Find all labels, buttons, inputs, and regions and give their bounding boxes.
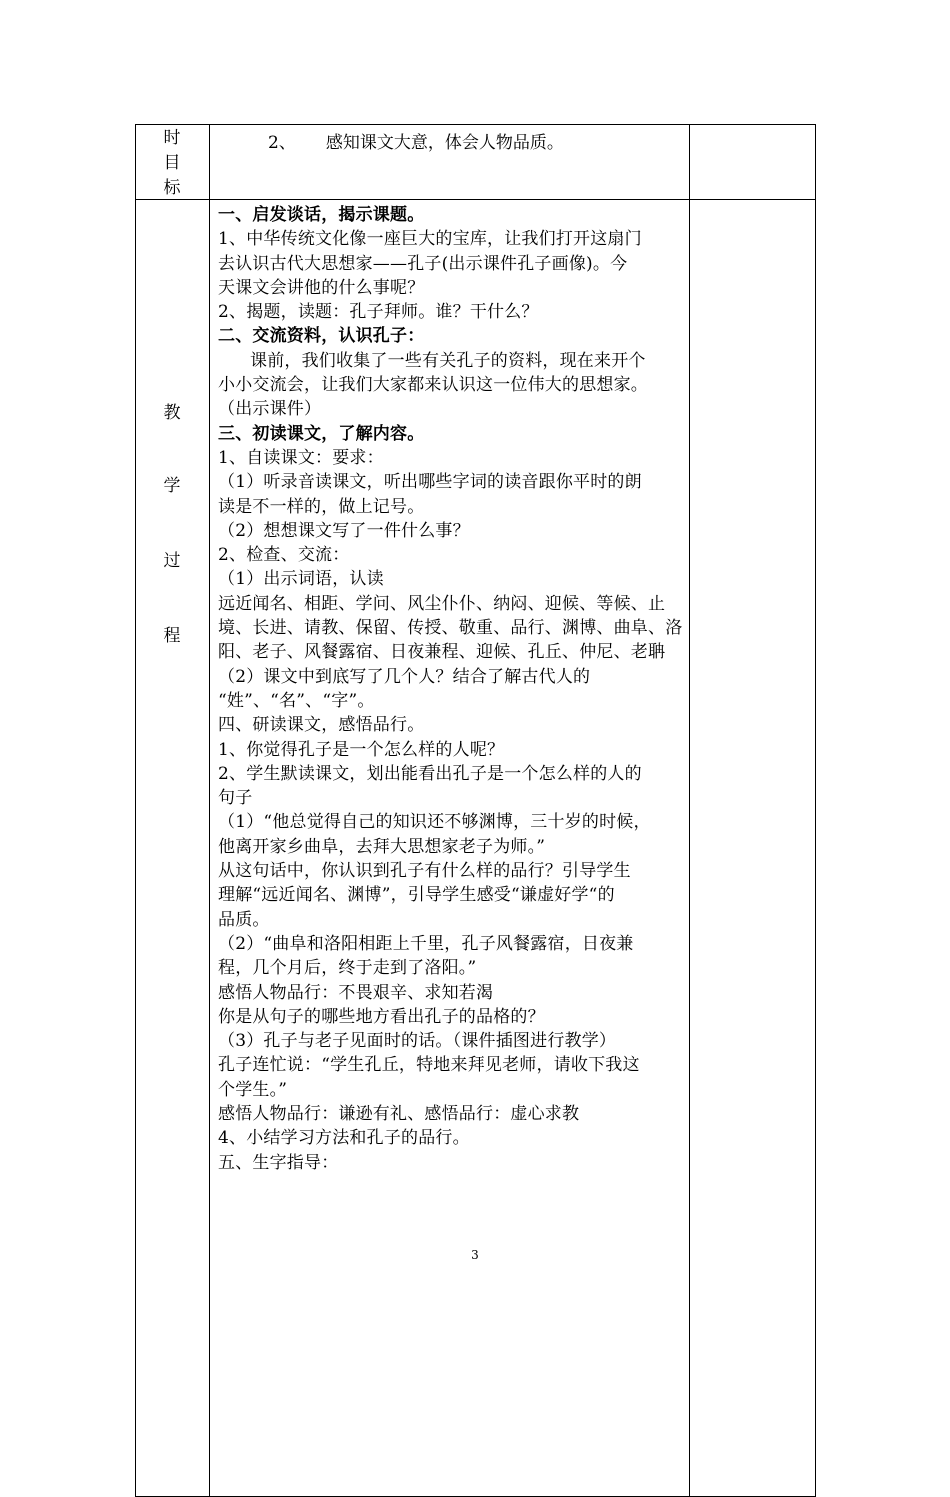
text-line: 2、检查、交流： bbox=[218, 545, 350, 566]
text-line: 1、自读课文：要求： bbox=[218, 447, 384, 468]
text-line: 一、启发谈话，揭示课题。 bbox=[218, 205, 425, 225]
table-border-right bbox=[815, 124, 816, 1497]
table-border-left bbox=[135, 124, 136, 1497]
objective-label bbox=[136, 126, 208, 201]
text-line: 品质。 bbox=[218, 909, 270, 930]
text-line: （2）“曲阜和洛阳相距上千里，孔子风餐露宿，日夜兼 bbox=[218, 933, 634, 954]
objective-label-char: 标 bbox=[163, 178, 181, 198]
objective-label-char: 目 bbox=[163, 153, 181, 173]
text-line: 感悟人物品行：谦逊有礼、感悟品行：虚心求教 bbox=[218, 1103, 580, 1124]
table-border-col1 bbox=[209, 124, 210, 1497]
process-label-char: 过 bbox=[163, 551, 181, 571]
text-line: 他离开家乡曲阜，去拜大思想家老子为师。” bbox=[218, 836, 546, 857]
text-line: （1）“他总觉得自己的知识还不够渊博，三十岁的时候， bbox=[218, 812, 651, 833]
text-line: （2）想想课文写了一件什么事？ bbox=[218, 520, 470, 541]
text-line: “姓”、“名”、“字”。 bbox=[218, 690, 375, 711]
text-line: （1）出示词语，认读 bbox=[218, 569, 384, 590]
text-line: 境、长进、请教、保留、传授、敬重、品行、渊博、曲阜、洛 bbox=[218, 618, 683, 639]
process-label-char: 学 bbox=[163, 476, 181, 496]
objective-text: 感知课文大意，体会人物品质。 bbox=[325, 133, 564, 153]
text-line: （3）孔子与老子见面时的话。（课件插图进行教学） bbox=[218, 1031, 617, 1052]
text-line: 五、生字指导： bbox=[218, 1152, 339, 1173]
text-line: 1、中华传统文化像一座巨大的宝库，让我们打开这扇门 bbox=[218, 229, 642, 250]
text-line: 2、学生默读课文，划出能看出孔子是一个怎么样的人的 bbox=[218, 763, 642, 784]
text-line: 句子 bbox=[218, 788, 253, 809]
text-line: 天课文会讲他的什么事呢？ bbox=[218, 277, 425, 298]
text-line: 感悟人物品行：不畏艰辛、求知若渴 bbox=[218, 982, 494, 1003]
text-line: （2）课文中到底写了几个人？结合了解古代人的 bbox=[218, 666, 591, 687]
text-line: 2、揭题，读题：孔子拜师。谁？干什么？ bbox=[218, 302, 539, 323]
text-line: 读是不一样的，做上记号。 bbox=[218, 496, 425, 517]
text-line: 孔子连忙说：“学生孔丘，特地来拜见老师，请收下我这 bbox=[218, 1055, 640, 1076]
table-border-row-divider bbox=[135, 199, 816, 200]
text-line: （1）听录音读课文，听出哪些字词的读音跟你平时的朗 bbox=[218, 472, 642, 493]
process-label-char: 程 bbox=[163, 626, 181, 646]
text-line: 阳、老子、风餐露宿、日夜兼程、迎候、孔丘、仲尼、老聃 bbox=[218, 642, 666, 663]
text-line: 个学生。” bbox=[218, 1079, 288, 1100]
text-line: 4、小结学习方法和孔子的品行。 bbox=[218, 1128, 470, 1149]
text-line: 理解“远近闻名、渊博”，引导学生感受“谦虚好学“的 bbox=[218, 885, 615, 906]
table-border-top bbox=[135, 124, 816, 125]
objective-number: 2、 bbox=[268, 133, 296, 153]
objective-text-row bbox=[268, 128, 564, 153]
text-line: 你是从句子的哪些地方看出孔子的品格的？ bbox=[218, 1006, 545, 1027]
text-line: 远近闻名、相距、学问、风尘仆仆、纳闷、迎候、等候、止 bbox=[218, 593, 666, 614]
text-line: 去认识古代大思想家——孔子(出示课件孔子画像)。今 bbox=[218, 253, 628, 274]
objective-label-char: 时 bbox=[163, 128, 181, 148]
text-line: 从这句话中，你认识到孔子有什么样的品行？引导学生 bbox=[218, 861, 631, 882]
process-label-char: 教 bbox=[163, 403, 181, 423]
text-line: 二、交流资料，认识孔子： bbox=[218, 326, 425, 347]
text-line: 小小交流会，让我们大家都来认识这一位伟大的思想家。 bbox=[218, 375, 648, 396]
text-line: 1、你觉得孔子是一个怎么样的人呢？ bbox=[218, 739, 505, 760]
text-line: 四、研读课文，感悟品行。 bbox=[218, 715, 425, 736]
table-border-col2 bbox=[689, 124, 690, 1497]
text-line: （出示课件） bbox=[218, 399, 322, 420]
text-line: 三、初读课文，了解内容。 bbox=[218, 423, 425, 444]
text-line: 程，几个月后，终于走到了洛阳。” bbox=[218, 958, 477, 979]
text-line: 课前，我们收集了一些有关孔子的资料，现在来开个 bbox=[250, 350, 646, 371]
page-number: 3 bbox=[471, 1248, 479, 1262]
teaching-process-content bbox=[218, 203, 686, 1175]
